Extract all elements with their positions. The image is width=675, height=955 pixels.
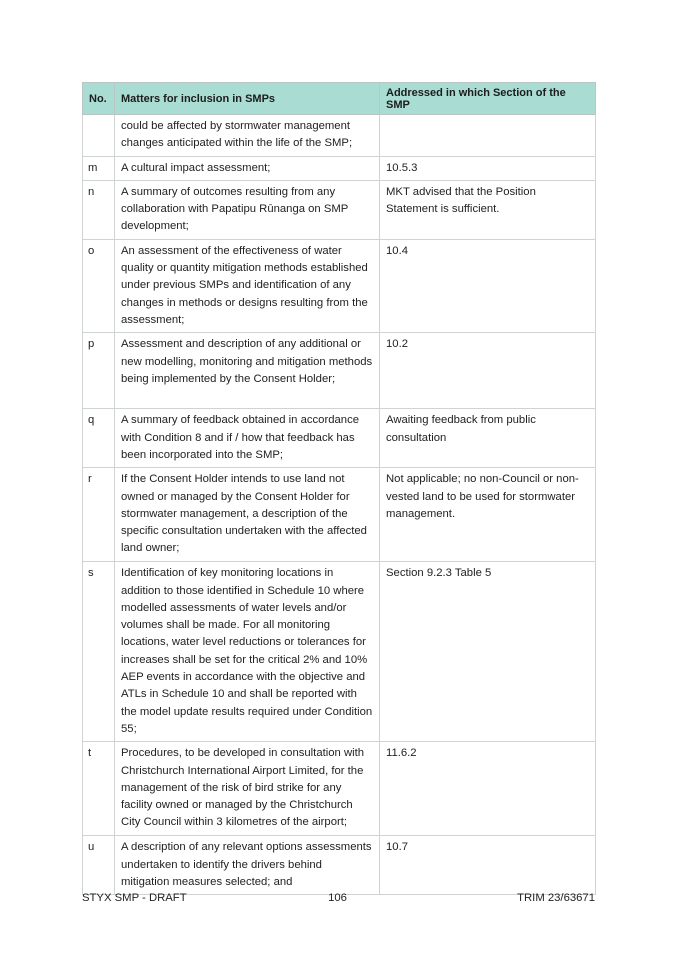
table-row <box>83 239 596 332</box>
row-matter: A cultural impact assessment; <box>115 156 380 180</box>
row-matter: A summary of outcomes resulting from any collaboration with Papatipu Rūnanga on SMP development; <box>115 180 380 239</box>
header-matters: Matters for inclusion in SMPs <box>115 83 380 115</box>
table-row <box>83 468 596 562</box>
table-header-row <box>83 83 596 115</box>
row-number <box>83 115 115 157</box>
row-section <box>380 115 596 157</box>
row-section: MKT advised that the Position Statement is sufficient. <box>380 180 596 239</box>
row-number: r <box>83 468 115 562</box>
row-matter: Assessment and description of any additional or new modelling, monitoring and mitigation methods being implemented by the Consent Holder; <box>115 333 380 409</box>
footer-page-number: 106 <box>328 892 347 904</box>
row-matter: An assessment of the effectiveness of water quality or quantity mitigation methods established under previous SMPs and identification of any changes in methods or designs resulting from the assessment; <box>115 239 380 332</box>
table-row <box>83 180 596 239</box>
footer-document-title: STYX SMP - DRAFT <box>82 892 187 904</box>
row-number: u <box>83 836 115 895</box>
row-number: o <box>83 239 115 332</box>
row-matter: A summary of feedback obtained in accordance with Condition 8 and if / how that feedback has been incorporated into the SMP; <box>115 409 380 468</box>
row-section: 10.2 <box>380 333 596 409</box>
row-number: q <box>83 409 115 468</box>
row-matter: Procedures, to be developed in consultation with Christchurch International Airport Limited, for the management of the risk of bird strike for any facility owned or managed by the Christchurch City Council within 3 kilometres of the airport; <box>115 742 380 836</box>
table-row <box>83 333 596 409</box>
row-number: p <box>83 333 115 409</box>
table-row <box>83 742 596 836</box>
table-row <box>83 115 596 157</box>
row-section: 10.4 <box>380 239 596 332</box>
row-section: 10.5.3 <box>380 156 596 180</box>
table-row <box>83 409 596 468</box>
footer-trim-reference: TRIM 23/63671 <box>517 892 595 904</box>
table-row <box>83 562 596 742</box>
row-number: s <box>83 562 115 742</box>
row-section: 11.6.2 <box>380 742 596 836</box>
smp-matters-table <box>82 82 596 895</box>
row-matter: A description of any relevant options assessments undertaken to identify the drivers behind mitigation measures selected; and <box>115 836 380 895</box>
row-number: m <box>83 156 115 180</box>
row-section: Not applicable; no non-Council or non-vested land to be used for stormwater management. <box>380 468 596 562</box>
header-section: Addressed in which Section of the SMP <box>380 83 596 115</box>
row-section: Section 9.2.3 Table 5 <box>380 562 596 742</box>
row-matter: could be affected by stormwater management changes anticipated within the life of the SMP; <box>115 115 380 157</box>
row-number: t <box>83 742 115 836</box>
smp-matters-table-container <box>82 82 595 895</box>
row-section: 10.7 <box>380 836 596 895</box>
row-section: Awaiting feedback from public consultation <box>380 409 596 468</box>
row-number: n <box>83 180 115 239</box>
table-row <box>83 836 596 895</box>
header-no: No. <box>83 83 115 115</box>
row-matter: Identification of key monitoring locations in addition to those identified in Schedule 10 where modelled assessments of water levels and/or volumes shall be made. For all monitoring locations, water level reductions or tolerances for increases shall be set for the critical 2% and 10% AEP events in accordance with the objective and ATLs in Schedule 10 and shall be reported with the model update results required under Condition 55; <box>115 562 380 742</box>
row-matter: If the Consent Holder intends to use land not owned or managed by the Consent Holder for stormwater management, a description of the specific consultation undertaken with the affected land owner; <box>115 468 380 562</box>
table-row <box>83 156 596 180</box>
